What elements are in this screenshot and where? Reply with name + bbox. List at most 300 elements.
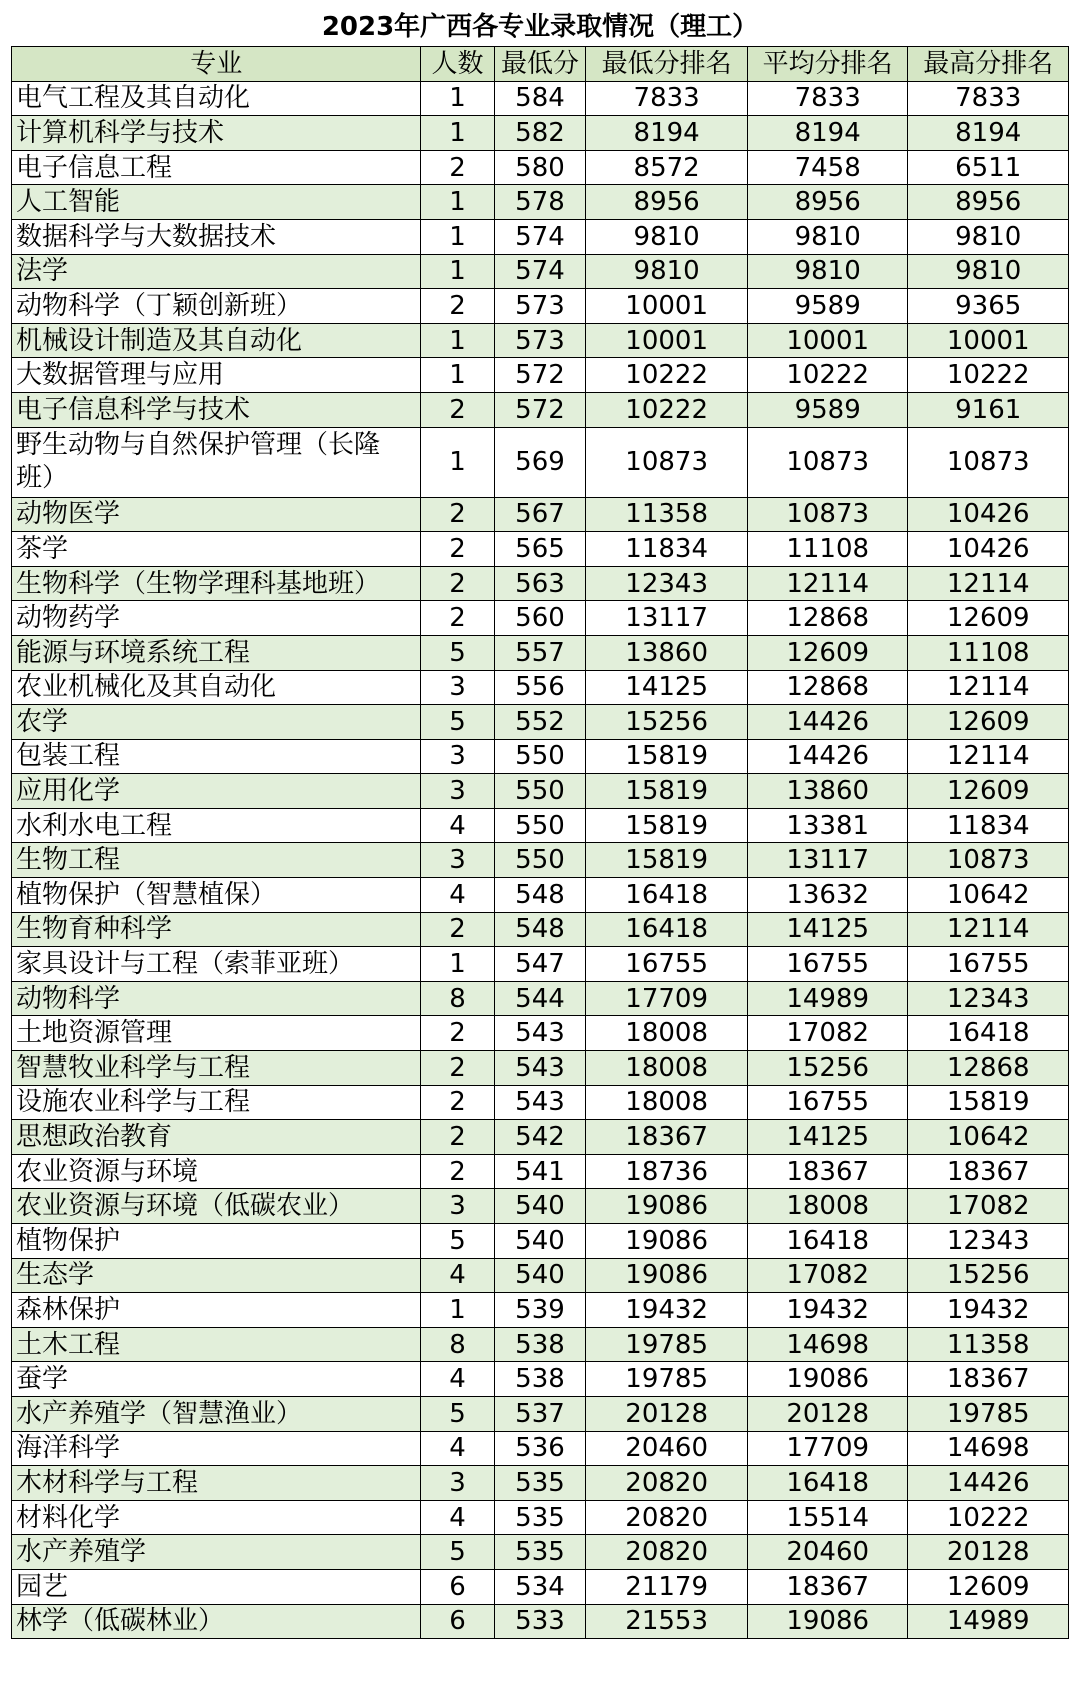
- cell-avg-rank: 14698: [747, 1327, 908, 1362]
- cell-max-rank: 10001: [908, 323, 1069, 358]
- cell-count: 3: [421, 1189, 494, 1224]
- cell-count: 5: [421, 1224, 494, 1259]
- cell-avg-rank: 17709: [747, 1431, 908, 1466]
- header-major: 专业: [12, 47, 421, 82]
- cell-major: 机械设计制造及其自动化: [12, 323, 421, 358]
- cell-major: 土木工程: [12, 1327, 421, 1362]
- cell-avg-rank: 20128: [747, 1396, 908, 1431]
- table-row: [12, 878, 1069, 913]
- table-row: [12, 808, 1069, 843]
- cell-max-rank: 12609: [908, 601, 1069, 636]
- cell-min-score: 535: [494, 1466, 586, 1501]
- cell-avg-rank: 18367: [747, 1154, 908, 1189]
- cell-min-score: 550: [494, 739, 586, 774]
- cell-max-rank: 10222: [908, 358, 1069, 393]
- table-row: [12, 1051, 1069, 1086]
- cell-min-score: 573: [494, 323, 586, 358]
- cell-min-score: 534: [494, 1569, 586, 1604]
- cell-major: 电气工程及其自动化: [12, 81, 421, 116]
- table-row: [12, 1362, 1069, 1397]
- cell-min-score: 535: [494, 1535, 586, 1570]
- table-row: [12, 497, 1069, 532]
- table-row: [12, 427, 1069, 497]
- cell-max-rank: 10642: [908, 1120, 1069, 1155]
- admission-table: [11, 46, 1069, 1639]
- table-row: [12, 392, 1069, 427]
- cell-max-rank: 12114: [908, 670, 1069, 705]
- cell-min-score: 543: [494, 1051, 586, 1086]
- table-row: [12, 1604, 1069, 1639]
- cell-min-score: 548: [494, 912, 586, 947]
- cell-min-score: 582: [494, 116, 586, 151]
- cell-avg-rank: 16418: [747, 1466, 908, 1501]
- cell-avg-rank: 9589: [747, 289, 908, 324]
- cell-avg-rank: 17082: [747, 1016, 908, 1051]
- cell-min-rank: 20820: [586, 1535, 748, 1570]
- cell-avg-rank: 16755: [747, 947, 908, 982]
- cell-min-rank: 15819: [586, 739, 748, 774]
- cell-count: 3: [421, 774, 494, 809]
- cell-max-rank: 12609: [908, 705, 1069, 740]
- cell-min-rank: 19086: [586, 1258, 748, 1293]
- cell-count: 3: [421, 739, 494, 774]
- cell-major: 木材科学与工程: [12, 1466, 421, 1501]
- cell-min-rank: 21553: [586, 1604, 748, 1639]
- cell-count: 2: [421, 912, 494, 947]
- cell-count: 2: [421, 532, 494, 567]
- cell-major: 智慧牧业科学与工程: [12, 1051, 421, 1086]
- cell-count: 1: [421, 81, 494, 116]
- cell-count: 8: [421, 1327, 494, 1362]
- cell-min-rank: 16418: [586, 912, 748, 947]
- table-row: [12, 185, 1069, 220]
- cell-max-rank: 10426: [908, 532, 1069, 567]
- cell-count: 4: [421, 1258, 494, 1293]
- cell-avg-rank: 12609: [747, 635, 908, 670]
- cell-count: 1: [421, 254, 494, 289]
- cell-min-rank: 19086: [586, 1189, 748, 1224]
- cell-min-rank: 8194: [586, 116, 748, 151]
- cell-min-score: 550: [494, 808, 586, 843]
- cell-count: 4: [421, 1362, 494, 1397]
- cell-max-rank: 8956: [908, 185, 1069, 220]
- cell-max-rank: 12343: [908, 981, 1069, 1016]
- cell-count: 5: [421, 635, 494, 670]
- cell-min-score: 541: [494, 1154, 586, 1189]
- cell-min-score: 533: [494, 1604, 586, 1639]
- cell-count: 2: [421, 1154, 494, 1189]
- table-row: [12, 912, 1069, 947]
- cell-max-rank: 10873: [908, 427, 1069, 497]
- cell-count: 4: [421, 808, 494, 843]
- cell-avg-rank: 14989: [747, 981, 908, 1016]
- cell-avg-rank: 11108: [747, 532, 908, 567]
- cell-min-rank: 15256: [586, 705, 748, 740]
- cell-count: 6: [421, 1569, 494, 1604]
- table-row: [12, 323, 1069, 358]
- cell-major: 动物科学: [12, 981, 421, 1016]
- cell-major: 农业机械化及其自动化: [12, 670, 421, 705]
- cell-min-score: 572: [494, 392, 586, 427]
- cell-major: 水利水电工程: [12, 808, 421, 843]
- cell-major: 材料化学: [12, 1500, 421, 1535]
- cell-min-rank: 18367: [586, 1120, 748, 1155]
- cell-min-score: 565: [494, 532, 586, 567]
- table-row: [12, 1016, 1069, 1051]
- cell-avg-rank: 12114: [747, 566, 908, 601]
- cell-min-rank: 16755: [586, 947, 748, 982]
- cell-major: 计算机科学与技术: [12, 116, 421, 151]
- header-min-rank: 最低分排名: [586, 47, 748, 82]
- cell-avg-rank: 15256: [747, 1051, 908, 1086]
- cell-count: 4: [421, 1431, 494, 1466]
- cell-count: 4: [421, 878, 494, 913]
- cell-max-rank: 12114: [908, 739, 1069, 774]
- cell-min-score: 550: [494, 843, 586, 878]
- cell-min-rank: 16418: [586, 878, 748, 913]
- cell-major: 农业资源与环境: [12, 1154, 421, 1189]
- table-row: [12, 670, 1069, 705]
- table-row: [12, 116, 1069, 151]
- cell-min-score: 543: [494, 1085, 586, 1120]
- cell-avg-rank: 8194: [747, 116, 908, 151]
- cell-major: 林学（低碳林业）: [12, 1604, 421, 1639]
- table-row: [12, 774, 1069, 809]
- cell-min-rank: 13860: [586, 635, 748, 670]
- cell-count: 6: [421, 1604, 494, 1639]
- cell-max-rank: 10873: [908, 843, 1069, 878]
- cell-max-rank: 15256: [908, 1258, 1069, 1293]
- cell-count: 2: [421, 392, 494, 427]
- cell-min-rank: 9810: [586, 254, 748, 289]
- cell-avg-rank: 18008: [747, 1189, 908, 1224]
- header-count: 人数: [421, 47, 494, 82]
- cell-avg-rank: 18367: [747, 1569, 908, 1604]
- cell-max-rank: 9365: [908, 289, 1069, 324]
- table-row: [12, 1569, 1069, 1604]
- table-row: [12, 150, 1069, 185]
- cell-min-rank: 15819: [586, 808, 748, 843]
- cell-major: 大数据管理与应用: [12, 358, 421, 393]
- cell-min-rank: 18008: [586, 1051, 748, 1086]
- cell-count: 2: [421, 289, 494, 324]
- cell-count: 2: [421, 566, 494, 601]
- cell-min-rank: 8572: [586, 150, 748, 185]
- cell-count: 4: [421, 1500, 494, 1535]
- table-row: [12, 289, 1069, 324]
- cell-major: 植物保护: [12, 1224, 421, 1259]
- cell-min-rank: 18008: [586, 1085, 748, 1120]
- cell-major: 家具设计与工程（索菲亚班）: [12, 947, 421, 982]
- cell-min-rank: 15819: [586, 843, 748, 878]
- table-row: [12, 219, 1069, 254]
- cell-min-rank: 20460: [586, 1431, 748, 1466]
- cell-min-score: 574: [494, 254, 586, 289]
- cell-min-score: 563: [494, 566, 586, 601]
- cell-avg-rank: 17082: [747, 1258, 908, 1293]
- cell-max-rank: 14989: [908, 1604, 1069, 1639]
- cell-major: 动物医学: [12, 497, 421, 532]
- cell-avg-rank: 13381: [747, 808, 908, 843]
- cell-min-rank: 20820: [586, 1500, 748, 1535]
- table-row: [12, 705, 1069, 740]
- cell-max-rank: 10426: [908, 497, 1069, 532]
- cell-max-rank: 12343: [908, 1224, 1069, 1259]
- cell-min-score: 567: [494, 497, 586, 532]
- table-row: [12, 1085, 1069, 1120]
- cell-max-rank: 14698: [908, 1431, 1069, 1466]
- cell-avg-rank: 19432: [747, 1293, 908, 1328]
- cell-min-rank: 19785: [586, 1327, 748, 1362]
- cell-min-rank: 17709: [586, 981, 748, 1016]
- cell-max-rank: 12114: [908, 912, 1069, 947]
- cell-avg-rank: 14125: [747, 912, 908, 947]
- cell-count: 1: [421, 358, 494, 393]
- cell-major: 思想政治教育: [12, 1120, 421, 1155]
- cell-min-score: 578: [494, 185, 586, 220]
- table-row: [12, 1154, 1069, 1189]
- cell-max-rank: 9810: [908, 219, 1069, 254]
- cell-min-score: 557: [494, 635, 586, 670]
- cell-avg-rank: 16755: [747, 1085, 908, 1120]
- table-row: [12, 981, 1069, 1016]
- table-row: [12, 947, 1069, 982]
- cell-min-rank: 11834: [586, 532, 748, 567]
- cell-avg-rank: 20460: [747, 1535, 908, 1570]
- cell-min-score: 536: [494, 1431, 586, 1466]
- cell-major: 电子信息工程: [12, 150, 421, 185]
- header-avg-rank: 平均分排名: [747, 47, 908, 82]
- cell-avg-rank: 19086: [747, 1362, 908, 1397]
- cell-min-score: 548: [494, 878, 586, 913]
- cell-count: 1: [421, 185, 494, 220]
- cell-min-rank: 10873: [586, 427, 748, 497]
- cell-min-score: 543: [494, 1016, 586, 1051]
- cell-min-score: 547: [494, 947, 586, 982]
- table-row: [12, 1120, 1069, 1155]
- cell-avg-rank: 14426: [747, 705, 908, 740]
- table-row: [12, 1189, 1069, 1224]
- cell-avg-rank: 12868: [747, 670, 908, 705]
- cell-major: 园艺: [12, 1569, 421, 1604]
- table-row: [12, 1293, 1069, 1328]
- cell-min-rank: 19785: [586, 1362, 748, 1397]
- cell-max-rank: 20128: [908, 1535, 1069, 1570]
- cell-min-rank: 18736: [586, 1154, 748, 1189]
- table-row: [12, 81, 1069, 116]
- cell-min-rank: 10222: [586, 392, 748, 427]
- cell-major: 人工智能: [12, 185, 421, 220]
- cell-avg-rank: 13860: [747, 774, 908, 809]
- cell-min-rank: 10001: [586, 289, 748, 324]
- cell-min-score: 535: [494, 1500, 586, 1535]
- cell-max-rank: 18367: [908, 1154, 1069, 1189]
- cell-min-rank: 11358: [586, 497, 748, 532]
- table-row: [12, 739, 1069, 774]
- cell-max-rank: 16755: [908, 947, 1069, 982]
- cell-max-rank: 18367: [908, 1362, 1069, 1397]
- cell-min-rank: 12343: [586, 566, 748, 601]
- cell-count: 2: [421, 601, 494, 636]
- cell-major: 电子信息科学与技术: [12, 392, 421, 427]
- cell-major: 生态学: [12, 1258, 421, 1293]
- cell-major: 植物保护（智慧植保）: [12, 878, 421, 913]
- cell-avg-rank: 9810: [747, 219, 908, 254]
- cell-count: 3: [421, 1466, 494, 1501]
- cell-min-rank: 10001: [586, 323, 748, 358]
- cell-major: 农业资源与环境（低碳农业）: [12, 1189, 421, 1224]
- cell-avg-rank: 10001: [747, 323, 908, 358]
- cell-max-rank: 19432: [908, 1293, 1069, 1328]
- cell-avg-rank: 9810: [747, 254, 908, 289]
- header-min-score: 最低分: [494, 47, 586, 82]
- cell-max-rank: 11108: [908, 635, 1069, 670]
- table-row: [12, 532, 1069, 567]
- cell-count: 2: [421, 1016, 494, 1051]
- cell-min-rank: 19086: [586, 1224, 748, 1259]
- page-title: 2023年广西各专业录取情况（理工）: [321, 12, 759, 42]
- cell-max-rank: 19785: [908, 1396, 1069, 1431]
- cell-max-rank: 12609: [908, 774, 1069, 809]
- cell-major: 应用化学: [12, 774, 421, 809]
- cell-major: 水产养殖学: [12, 1535, 421, 1570]
- cell-avg-rank: 14125: [747, 1120, 908, 1155]
- cell-major: 海洋科学: [12, 1431, 421, 1466]
- cell-min-rank: 14125: [586, 670, 748, 705]
- cell-count: 1: [421, 219, 494, 254]
- cell-min-score: 538: [494, 1362, 586, 1397]
- table-row: [12, 1431, 1069, 1466]
- cell-max-rank: 6511: [908, 150, 1069, 185]
- cell-major: 生物育种科学: [12, 912, 421, 947]
- cell-avg-rank: 14426: [747, 739, 908, 774]
- cell-max-rank: 15819: [908, 1085, 1069, 1120]
- cell-max-rank: 12114: [908, 566, 1069, 601]
- cell-min-rank: 10222: [586, 358, 748, 393]
- cell-count: 5: [421, 1535, 494, 1570]
- cell-min-score: 540: [494, 1224, 586, 1259]
- table-row: [12, 1466, 1069, 1501]
- cell-max-rank: 12609: [908, 1569, 1069, 1604]
- cell-major: 设施农业科学与工程: [12, 1085, 421, 1120]
- cell-count: 2: [421, 1085, 494, 1120]
- cell-count: 8: [421, 981, 494, 1016]
- cell-major: 蚕学: [12, 1362, 421, 1397]
- table-row: [12, 254, 1069, 289]
- cell-major: 数据科学与大数据技术: [12, 219, 421, 254]
- cell-major: 动物药学: [12, 601, 421, 636]
- cell-avg-rank: 15514: [747, 1500, 908, 1535]
- cell-avg-rank: 10873: [747, 497, 908, 532]
- cell-major: 动物科学（丁颖创新班）: [12, 289, 421, 324]
- cell-min-score: 540: [494, 1258, 586, 1293]
- cell-avg-rank: 10222: [747, 358, 908, 393]
- cell-major: 生物工程: [12, 843, 421, 878]
- cell-min-rank: 8956: [586, 185, 748, 220]
- cell-count: 2: [421, 1120, 494, 1155]
- cell-major: 能源与环境系统工程: [12, 635, 421, 670]
- cell-max-rank: 16418: [908, 1016, 1069, 1051]
- cell-avg-rank: 13117: [747, 843, 908, 878]
- cell-min-rank: 9810: [586, 219, 748, 254]
- cell-max-rank: 10222: [908, 1500, 1069, 1535]
- cell-avg-rank: 8956: [747, 185, 908, 220]
- cell-count: 2: [421, 497, 494, 532]
- cell-avg-rank: 12868: [747, 601, 908, 636]
- table-row: [12, 1327, 1069, 1362]
- cell-max-rank: 11358: [908, 1327, 1069, 1362]
- table-row: [12, 566, 1069, 601]
- cell-min-score: 538: [494, 1327, 586, 1362]
- cell-min-rank: 15819: [586, 774, 748, 809]
- cell-min-rank: 20128: [586, 1396, 748, 1431]
- cell-min-score: 569: [494, 427, 586, 497]
- cell-max-rank: 8194: [908, 116, 1069, 151]
- cell-max-rank: 9810: [908, 254, 1069, 289]
- table-row: [12, 635, 1069, 670]
- cell-avg-rank: 13632: [747, 878, 908, 913]
- cell-min-rank: 13117: [586, 601, 748, 636]
- cell-min-score: 539: [494, 1293, 586, 1328]
- cell-min-score: 550: [494, 774, 586, 809]
- cell-min-score: 574: [494, 219, 586, 254]
- cell-max-rank: 12868: [908, 1051, 1069, 1086]
- cell-major: 茶学: [12, 532, 421, 567]
- cell-max-rank: 11834: [908, 808, 1069, 843]
- cell-major: 森林保护: [12, 1293, 421, 1328]
- cell-min-score: 560: [494, 601, 586, 636]
- table-row: [12, 601, 1069, 636]
- cell-count: 1: [421, 427, 494, 497]
- cell-major: 水产养殖学（智慧渔业）: [12, 1396, 421, 1431]
- cell-min-rank: 19432: [586, 1293, 748, 1328]
- cell-min-score: 556: [494, 670, 586, 705]
- table-row: [12, 1535, 1069, 1570]
- cell-min-score: 544: [494, 981, 586, 1016]
- cell-count: 1: [421, 323, 494, 358]
- table-row: [12, 1396, 1069, 1431]
- header-max-rank: 最高分排名: [908, 47, 1069, 82]
- cell-major: 生物科学（生物学理科基地班）: [12, 566, 421, 601]
- header-row: [12, 47, 1069, 82]
- cell-min-score: 537: [494, 1396, 586, 1431]
- cell-max-rank: 9161: [908, 392, 1069, 427]
- cell-count: 2: [421, 1051, 494, 1086]
- cell-min-score: 580: [494, 150, 586, 185]
- table-row: [12, 843, 1069, 878]
- cell-min-score: 584: [494, 81, 586, 116]
- table-row: [12, 1258, 1069, 1293]
- cell-avg-rank: 9589: [747, 392, 908, 427]
- cell-count: 1: [421, 1293, 494, 1328]
- cell-major: 土地资源管理: [12, 1016, 421, 1051]
- cell-min-rank: 7833: [586, 81, 748, 116]
- cell-major: 农学: [12, 705, 421, 740]
- cell-avg-rank: 7833: [747, 81, 908, 116]
- cell-avg-rank: 19086: [747, 1604, 908, 1639]
- cell-avg-rank: 7458: [747, 150, 908, 185]
- cell-min-rank: 18008: [586, 1016, 748, 1051]
- cell-count: 2: [421, 150, 494, 185]
- cell-count: 1: [421, 116, 494, 151]
- cell-min-score: 573: [494, 289, 586, 324]
- cell-major: 野生动物与自然保护管理（长隆班）: [12, 427, 421, 497]
- cell-min-score: 572: [494, 358, 586, 393]
- cell-count: 3: [421, 670, 494, 705]
- cell-max-rank: 17082: [908, 1189, 1069, 1224]
- table-row: [12, 1500, 1069, 1535]
- cell-major: 法学: [12, 254, 421, 289]
